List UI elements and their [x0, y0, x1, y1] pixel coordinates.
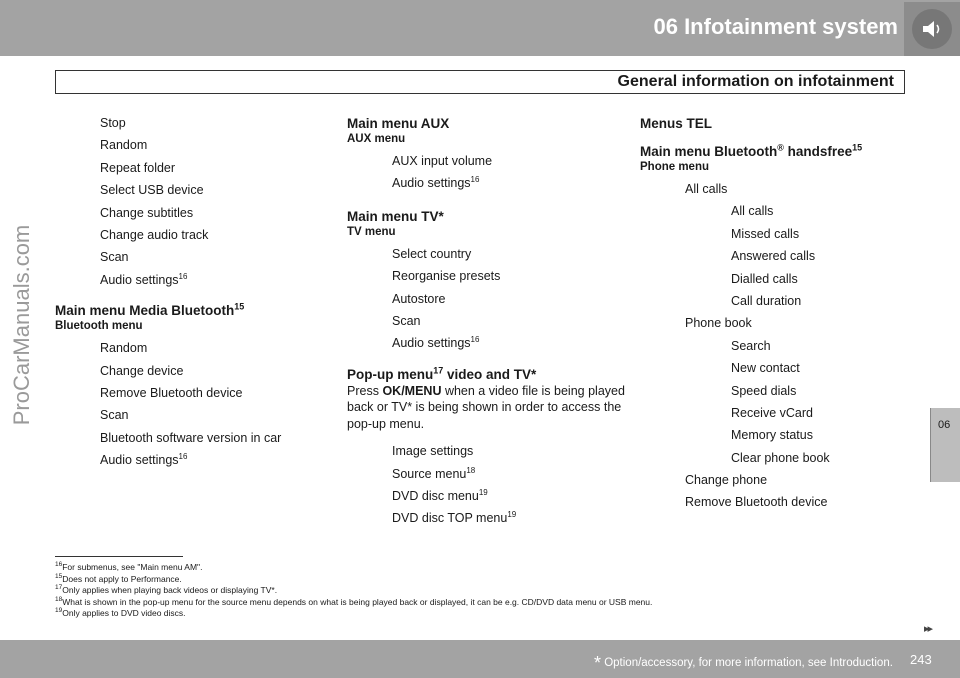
menu-item: Scan [392, 313, 421, 328]
footnote [55, 597, 915, 609]
heading-text: Main menu Media Bluetooth [55, 303, 235, 319]
heading-tv: Main menu TV* [347, 208, 444, 224]
footnote-ref: 19 [507, 510, 517, 520]
section-title: General information on infotainment [617, 73, 894, 90]
footnote-text: What is shown in the pop-up menu for the source menu depends on what is being played back or displayed, it can be e.g. CD/DVD data menu or USB menu. [62, 596, 653, 607]
menu-item: Missed calls [731, 226, 800, 241]
speaker-icon-box [904, 2, 960, 56]
menu-item: Answered calls [731, 249, 816, 264]
heading-text: video and TV* [443, 366, 537, 382]
footnote-ref: 15 [852, 142, 863, 153]
text: when a video file is being played back or TV* is being shown in order to access the pop-up menu. [347, 383, 625, 431]
menu-item: Select country [392, 246, 472, 261]
footnote-ref: 19 [478, 487, 488, 497]
column-aux-tv [347, 112, 627, 530]
menu-item-label: Source menu [392, 466, 467, 481]
footnote-text: Does not apply to Performance. [62, 573, 182, 584]
footnote [55, 585, 915, 597]
heading-text: handsfree [783, 144, 853, 159]
heading-aux: Main menu AUX [347, 116, 450, 131]
footnote [55, 562, 915, 574]
footnote-ref: 18 [466, 465, 476, 475]
menu-item-label: DVD disc menu [392, 489, 479, 504]
menu-item: Change subtitles [100, 205, 194, 220]
menu-item: Reorganise presets [392, 269, 501, 284]
menu-item: Call duration [731, 293, 802, 308]
subheading-aux-menu: AUX menu [347, 133, 406, 145]
menu-item: Speed dials [731, 383, 797, 398]
menu-item: Remove Bluetooth device [100, 385, 243, 400]
menu-item: Image settings [392, 444, 474, 459]
menu-item-label: Audio settings [392, 176, 471, 191]
side-tab-label: 06 [938, 419, 951, 431]
page-number: 243 [910, 652, 932, 667]
speaker-icon [912, 9, 952, 49]
footnote-number: 16 [55, 561, 63, 569]
menu-item: New contact [731, 361, 800, 376]
column-media [55, 112, 335, 471]
footnote-ref: 16 [470, 335, 480, 345]
menu-item: Scan [100, 250, 129, 265]
menu-item: AUX input volume [392, 154, 493, 168]
menu-item: Random [100, 341, 148, 356]
menu-group-phone-book: Phone book [685, 316, 752, 331]
subheading-tv-menu: TV menu [347, 225, 396, 238]
menu-item: Search [731, 338, 771, 353]
menu-item-label: Audio settings [100, 272, 179, 287]
menu-item: Remove Bluetooth device [685, 495, 828, 510]
section-title-frame [55, 70, 905, 94]
menu-item-audio-settings [347, 172, 627, 194]
menu-item: Scan [100, 408, 129, 423]
footnote-ref: 15 [234, 301, 245, 312]
menu-item-dvd-disc-top-menu [347, 507, 627, 529]
watermark [2, 175, 42, 475]
footnote [55, 574, 915, 586]
menu-item-label: Audio settings [392, 336, 471, 351]
heading-popup-menu [347, 367, 627, 383]
menu-item: Repeat folder [100, 160, 176, 175]
key-label: OK/MENU [382, 383, 442, 398]
heading-menus-tel: Menus TEL [640, 116, 713, 131]
menu-item: Select USB device [100, 183, 204, 198]
chapter-side-tab [930, 408, 960, 482]
menu-item: Dialled calls [731, 271, 798, 286]
footnotes [55, 562, 915, 620]
menu-item-audio-settings [55, 269, 335, 291]
menu-item: Memory status [731, 428, 813, 443]
text: Press [347, 383, 383, 398]
menu-item: Random [100, 138, 148, 153]
menu-item: Change phone [685, 473, 768, 488]
menu-item-source-menu [347, 463, 627, 485]
footnote-ref: 17 [433, 365, 444, 376]
menu-item: Autostore [392, 291, 446, 306]
heading-text: Main menu Bluetooth [640, 144, 778, 159]
heading-text: Pop-up menu [347, 366, 434, 382]
heading-media-bluetooth [55, 303, 335, 319]
menu-item-label: Audio settings [100, 453, 179, 468]
footnote-text: Only applies when playing back videos or displaying TV*. [62, 585, 278, 595]
menu-item: Stop [100, 116, 126, 130]
menu-item-label: DVD disc TOP menu [392, 511, 508, 526]
footer-note-text: Option/accessory, for more information, see Introduction. [601, 657, 893, 669]
chapter-title: 06 Infotainment system [653, 14, 898, 39]
menu-item: Bluetooth software version in car [100, 430, 282, 445]
footnote [55, 608, 915, 620]
footer-note [594, 653, 893, 674]
menu-item: All calls [731, 204, 774, 219]
footnote-ref: 16 [178, 451, 188, 461]
footnote-number: 19 [55, 607, 63, 615]
menu-item: Clear phone book [731, 450, 830, 465]
subheading-bluetooth-menu: Bluetooth menu [55, 320, 143, 333]
accessory-star: * [594, 653, 602, 673]
menu-item-audio-settings [347, 332, 627, 354]
footnote-text: Only applies to DVD video discs. [62, 608, 186, 618]
menu-item: Receive vCard [731, 405, 813, 420]
menu-group-all-calls: All calls [685, 182, 728, 196]
footnote-ref: 16 [470, 175, 480, 185]
footnote-number: 18 [55, 595, 63, 603]
watermark-text: ProCarManuals.com [9, 224, 34, 426]
popup-description [347, 383, 627, 433]
menu-item-dvd-disc-menu [347, 485, 627, 507]
footnote-ref: 16 [178, 271, 188, 281]
footnote-divider [55, 556, 183, 557]
footnote-text: For submenus, see "Main menu AM". [62, 562, 203, 572]
heading-bluetooth-handsfree [640, 144, 900, 160]
footnote-number: 17 [55, 584, 63, 592]
next-page-arrows-icon: ▸▸ [924, 623, 932, 635]
column-tel [640, 112, 900, 514]
menu-item: Change device [100, 363, 184, 378]
menu-item-audio-settings [55, 449, 335, 471]
subheading-phone-menu: Phone menu [640, 161, 710, 173]
menu-item: Change audio track [100, 227, 209, 242]
footnote-number: 15 [55, 572, 63, 580]
registered-mark: ® [777, 142, 784, 153]
